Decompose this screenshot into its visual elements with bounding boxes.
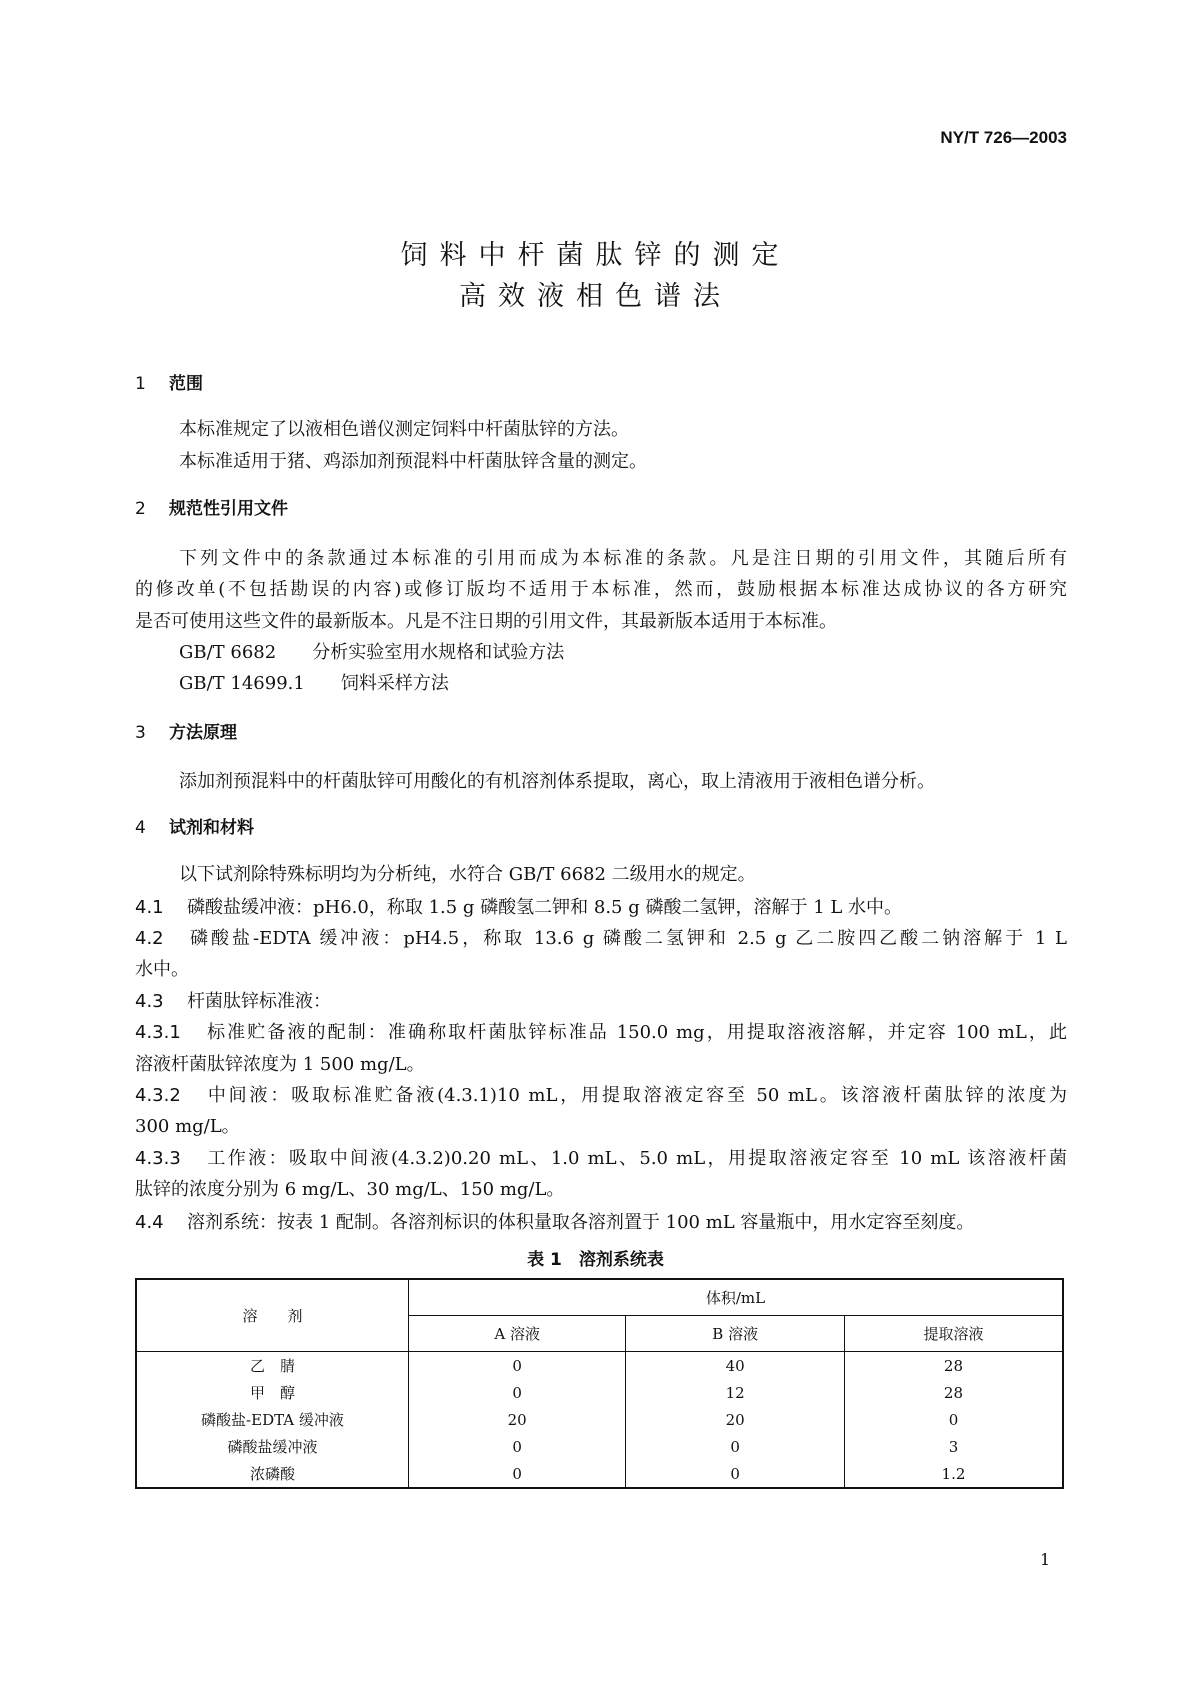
reference-item	[179, 642, 564, 664]
paragraph-line: 的修改单(不包括勘误的内容)或修订版均不适用于本标准，然而，鼓励根据本标准达成协议的各方研究	[135, 579, 1067, 600]
clause-number: 4.3.2	[135, 1085, 181, 1106]
section-number: 4	[135, 818, 146, 838]
table-cell: 20	[626, 1406, 845, 1433]
paragraph-line: 添加剂预混料中的杆菌肽锌可用酸化的有机溶剂体系提取，离心，取上清液用于液相色谱分析。	[179, 771, 935, 792]
clause-number: 4.1	[135, 897, 164, 918]
reference-name: 分析实验室用水规格和试验方法	[312, 642, 565, 663]
solvent-table	[135, 1278, 1064, 1489]
paragraph-line: 是否可使用这些文件的最新版本。凡是不注日期的引用文件，其最新版本适用于本标准。	[135, 611, 837, 632]
header-col: A 溶液	[408, 1316, 626, 1352]
clause-text: 磷酸盐-EDTA 缓冲液：pH4.5，称取 13.6 g 磷酸二氢钾和 2.5 g 乙二胺四乙酸二钠溶解于 1 L	[187, 928, 1067, 949]
header-solvent: 溶 剂	[136, 1279, 408, 1352]
table-cell: 0	[408, 1460, 626, 1488]
clause-number: 4.2	[135, 928, 164, 949]
section-heading	[135, 498, 288, 520]
table-row	[136, 1460, 1063, 1488]
table-cell: 0	[408, 1433, 626, 1460]
table-row	[136, 1406, 1063, 1433]
table-row	[136, 1433, 1063, 1460]
reference-code: GB/T 14699.1	[179, 673, 305, 694]
section-number: 1	[135, 374, 146, 394]
clause-continuation: 肽锌的浓度分别为 6 mg/L、30 mg/L、150 mg/L。	[135, 1179, 565, 1200]
table-cell: 12	[626, 1379, 845, 1406]
page-number: 1	[1040, 1550, 1051, 1569]
table-cell: 0	[626, 1460, 845, 1488]
table-cell: 1.2	[844, 1460, 1063, 1488]
clause-number: 4.3.3	[135, 1148, 181, 1169]
clause-text: 标准贮备液的配制：准确称取杆菌肽锌标准品 150.0 mg，用提取溶液溶解，并定容 100 mL，此	[205, 1022, 1067, 1043]
clause-text: 杆菌肽锌标准液：	[187, 991, 331, 1012]
table-cell: 0	[408, 1352, 626, 1380]
table-cell: 20	[408, 1406, 626, 1433]
table-cell: 0	[408, 1379, 626, 1406]
reference-code: GB/T 6682	[179, 642, 277, 663]
section-number: 2	[135, 499, 146, 519]
clause-text: 工作液：吸取中间液(4.3.2)0.20 mL、1.0 mL、5.0 mL，用提取溶液定容至 10 mL 该溶液杆菌	[205, 1148, 1067, 1169]
paragraph-line: 以下试剂除特殊标明均为分析纯，水符合 GB/T 6682 二级用水的规定。	[179, 864, 756, 885]
solvent-name: 浓磷酸	[136, 1460, 408, 1488]
clause-continuation: 300 mg/L。	[135, 1116, 240, 1137]
solvent-name: 乙 腈	[136, 1352, 408, 1380]
clause-4-4	[135, 1212, 974, 1234]
solvent-name: 甲 醇	[136, 1379, 408, 1406]
section-title: 规范性引用文件	[169, 499, 288, 519]
clause-number: 4.3	[135, 991, 164, 1012]
clause-4-3-2	[135, 1085, 1067, 1107]
clause-text: 溶剂系统：按表 1 配制。各溶剂标识的体积量取各溶剂置于 100 mL 容量瓶中，用水定容至刻度。	[187, 1212, 975, 1233]
section-heading	[135, 373, 203, 395]
table-cell: 28	[844, 1352, 1063, 1380]
section-title: 范围	[169, 374, 203, 394]
table-cell: 40	[626, 1352, 845, 1380]
clause-text: 中间液：吸取标准贮备液(4.3.1)10 mL，用提取溶液定容至 50 mL。该溶液杆菌肽锌的浓度为	[205, 1085, 1067, 1106]
table-cell: 28	[844, 1379, 1063, 1406]
clause-4-3-3	[135, 1148, 1067, 1170]
header-col: B 溶液	[626, 1316, 845, 1352]
section-title: 方法原理	[169, 723, 237, 743]
table-row	[136, 1352, 1063, 1380]
clause-text: 磷酸盐缓冲液：pH6.0，称取 1.5 g 磷酸氢二钾和 8.5 g 磷酸二氢钾，溶解于 1 L 水中。	[187, 897, 903, 918]
standard-code: NY/T 726—2003	[940, 128, 1067, 147]
clause-number: 4.3.1	[135, 1022, 181, 1043]
solvent-name: 磷酸盐-EDTA 缓冲液	[136, 1406, 408, 1433]
clause-continuation: 溶液杆菌肽锌浓度为 1 500 mg/L。	[135, 1054, 425, 1075]
section-heading	[135, 817, 254, 839]
header-volume: 体积/mL	[408, 1279, 1063, 1316]
reference-name: 饲料采样方法	[340, 673, 449, 694]
reference-item	[179, 673, 449, 695]
clause-4-1	[135, 897, 902, 919]
table-row	[136, 1379, 1063, 1406]
solvent-name: 磷酸盐缓冲液	[136, 1433, 408, 1460]
section-heading	[135, 722, 237, 744]
clause-continuation: 水中。	[135, 959, 189, 980]
table-cell: 3	[844, 1433, 1063, 1460]
paragraph-line: 本标准适用于猪、鸡添加剂预混料中杆菌肽锌含量的测定。	[179, 451, 647, 472]
header-col: 提取溶液	[844, 1316, 1063, 1352]
section-number: 3	[135, 723, 146, 743]
clause-number: 4.4	[135, 1212, 164, 1233]
paragraph-line: 下列文件中的条款通过本标准的引用而成为本标准的条款。凡是注日期的引用文件，其随后所有	[179, 548, 1067, 569]
table-caption: 表 1 溶剂系统表	[527, 1250, 664, 1270]
table-cell: 0	[626, 1433, 845, 1460]
doc-subtitle: 高效液相色谱法	[459, 281, 732, 312]
clause-4-3	[135, 991, 331, 1013]
clause-4-2	[135, 928, 1067, 950]
doc-title: 饲料中杆菌肽锌的测定	[400, 240, 791, 271]
clause-4-3-1	[135, 1022, 1067, 1044]
paragraph-line: 本标准规定了以液相色谱仪测定饲料中杆菌肽锌的方法。	[179, 419, 629, 440]
table-cell: 0	[844, 1406, 1063, 1433]
section-title: 试剂和材料	[169, 818, 254, 838]
